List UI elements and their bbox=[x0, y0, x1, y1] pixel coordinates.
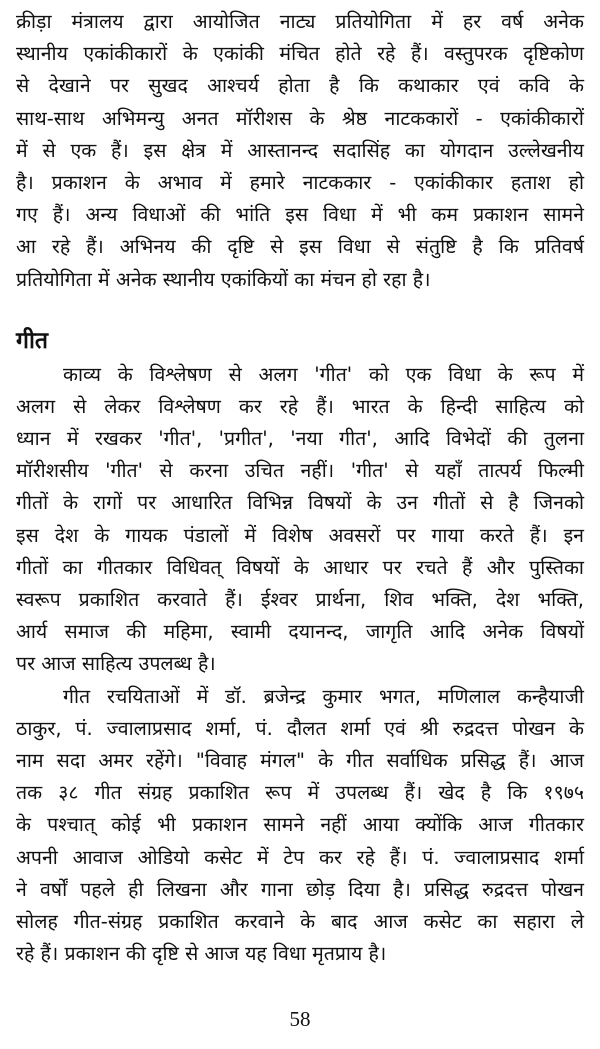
text-line: गीत रचयिताओं में डॉ. ब्रजेन्द्र कुमार भगत, मणिलाल कन्हैयाजी bbox=[63, 684, 584, 708]
text-line: आर्य समाज की महिमा, स्वामी दयानन्द, जागृति आदि अनेक विषयों bbox=[16, 620, 584, 644]
text-line: में से एक हैं। इस क्षेत्र में आस्तानन्द सदासिंह का योगदान उल्लेखनीय bbox=[16, 138, 584, 162]
text-line: साथ-साथ अभिमन्यु अनत मॉरीशस के श्रेष्ठ नाटककारों - एकांकीकारों bbox=[16, 106, 584, 130]
text-line: आ रहे हैं। अभिनय की दृष्टि से इस विधा से संतुष्टि है कि प्रतिवर्ष bbox=[16, 235, 584, 259]
text-line: अलग से लेकर विश्लेषण कर रहे हैं। भारत के हिन्दी साहित्य को bbox=[16, 394, 584, 418]
page-content bbox=[16, 6, 584, 970]
page-number: 58 bbox=[289, 1007, 311, 1031]
paragraph-drama bbox=[16, 6, 584, 296]
text-line: ने वर्षों पहले ही लिखना और गाना छोड़ दिया है। प्रसिद्ध रुद्रदत्त पोखन bbox=[16, 877, 584, 901]
text-line: पर आज साहित्य उपलब्ध है। bbox=[16, 652, 216, 676]
text-line: इस देश के गायक पंडालों में विशेष अवसरों पर गाया करते हैं। इन bbox=[16, 523, 584, 547]
text-line: नाम सदा अमर रहेंगे। "विवाह मंगल" के गीत सर्वाधिक प्रसिद्ध हैं। आज bbox=[16, 748, 584, 772]
text-line: ठाकुर, पं. ज्वालाप्रसाद शर्मा, पं. दौलत शर्मा एवं श्री रुद्रदत्त पोखन के bbox=[16, 716, 584, 740]
text-line: मॉरीशसीय 'गीत' से करना उचित नहीं। 'गीत' से यहाँ तात्पर्य फिल्मी bbox=[16, 459, 584, 483]
text-line: स्थानीय एकांकीकारों के एकांकी मंचित होते रहे हैं। वस्तुपरक दृष्टिकोण bbox=[16, 42, 584, 66]
section-heading: गीत bbox=[16, 327, 49, 354]
paragraph-geet-writers bbox=[16, 681, 584, 971]
text-line: रहे हैं। प्रकाशन की दृष्टि से आज यह विधा मृतप्राय है। bbox=[16, 942, 387, 966]
text-line: क्रीड़ा मंत्रालय द्वारा आयोजित नाट्य प्रतियोगिता में हर वर्ष अनेक bbox=[16, 10, 584, 33]
text-line: तक ३८ गीत संग्रह प्रकाशित रूप में उपलब्ध हैं। खेद है कि १९७५ bbox=[16, 781, 584, 805]
text-line: गए हैं। अन्य विधाओं की भांति इस विधा में भी कम प्रकाशन सामने bbox=[16, 203, 584, 227]
text-line: प्रतियोगिता में अनेक स्थानीय एकांकियों का मंचन हो रहा है। bbox=[16, 267, 431, 291]
text-line: गीतों के रागों पर आधारित विभिन्न विषयों के उन गीतों से है जिनको bbox=[16, 491, 584, 515]
text-line: अपनी आवाज ओडियो कसेट में टेप कर रहे हैं। पं. ज्वालाप्रसाद शर्मा bbox=[16, 845, 584, 869]
text-line: से देखाने पर सुखद आश्चर्य होता है कि कथाकार एवं कवि के bbox=[16, 74, 584, 98]
text-line: गीतों का गीतकार विधिवत् विषयों के आधार पर रचते हैं और पुस्तिका bbox=[16, 555, 584, 579]
text-line: स्वरूप प्रकाशित करवाते हैं। ईश्वर प्रार्थना, शिव भक्ति, देश भक्ति, bbox=[16, 588, 584, 611]
text-line: ध्यान में रखकर 'गीत', 'प्रगीत', 'नया गीत', आदि विभेदों की तुलना bbox=[16, 427, 584, 451]
paragraph-geet-intro bbox=[16, 359, 584, 681]
text-line: है। प्रकाशन के अभाव में हमारे नाटककार - एकांकीकार हताश हो bbox=[16, 170, 584, 194]
text-line: के पश्चात् कोई भी प्रकाशन सामने नहीं आया क्योंकि आज गीतकार bbox=[16, 813, 584, 837]
text-line: काव्य के विश्लेषण से अलग 'गीत' को एक विधा के रूप में bbox=[63, 362, 584, 386]
text-line: सोलह गीत-संग्रह प्रकाशित करवाने के बाद आज कसेट का सहारा ले bbox=[16, 909, 584, 933]
